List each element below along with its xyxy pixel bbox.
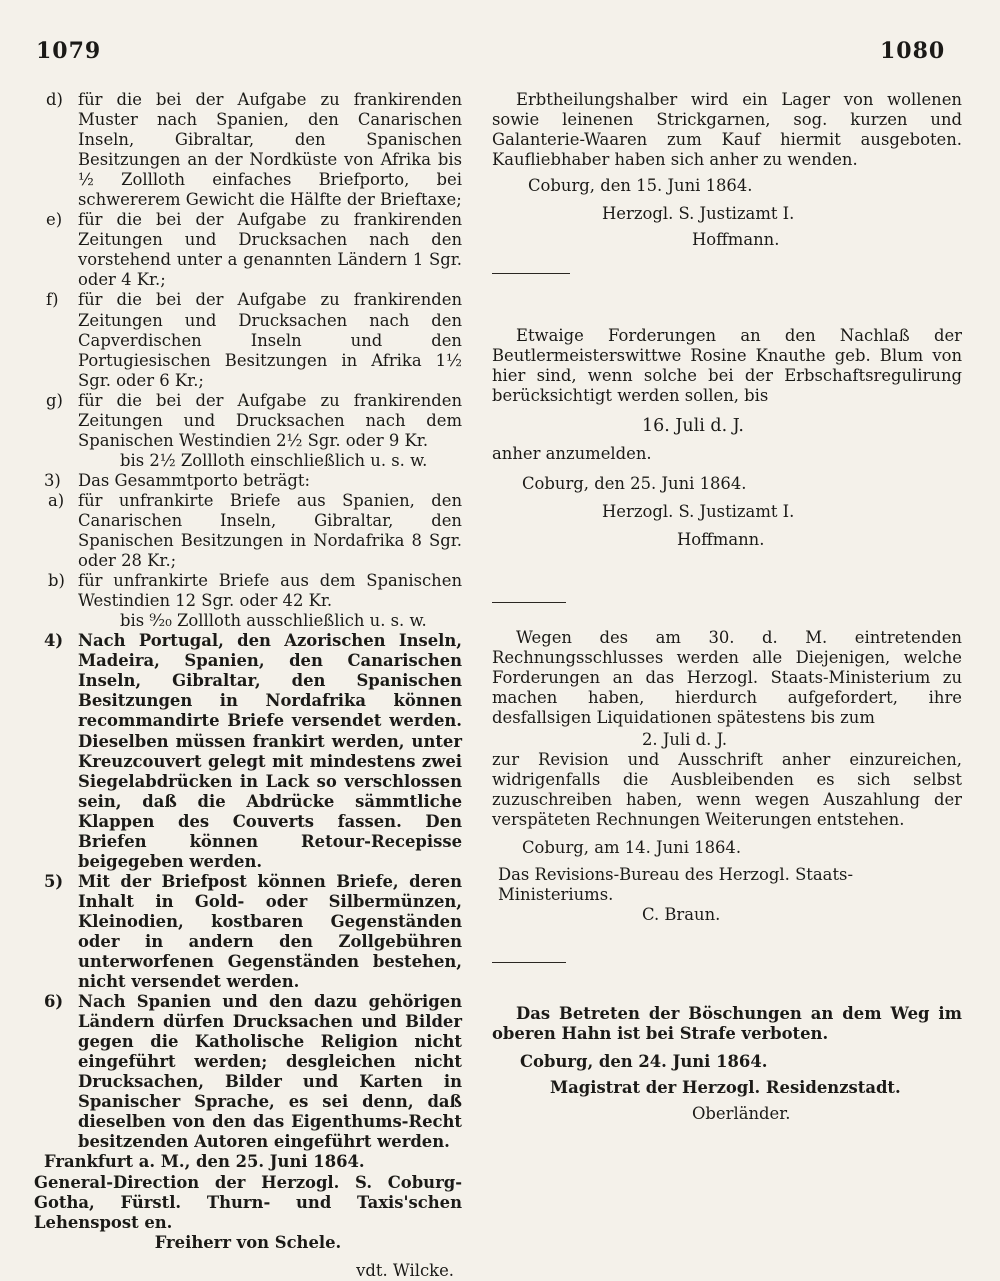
list-label: d) xyxy=(46,90,63,109)
left-column xyxy=(34,90,462,1281)
divider xyxy=(492,602,962,603)
list-item-d xyxy=(34,90,462,210)
list-label: f) xyxy=(46,290,59,310)
list-text: Nach Spanien und den dazu gehörigen Ländern dürfen Drucksachen und Bilder gegen die Katholische Religion nicht eingeführt werden; desgleichen nicht Drucksachen, Bilder und Karten in Spanischer Sprache, es sei denn, daß dieselben von den das Eigenthums-Recht besitzenden Autoren eingeführt werden. xyxy=(78,992,462,1152)
notice-office: Herzogl. S. Justizamt I. xyxy=(602,204,795,224)
notice-office: Herzogl. S. Justizamt I. xyxy=(602,502,795,522)
issuing-authority: General-Direction der Herzogl. S. Coburg-Gotha, Fürstl. Thurn- und Taxis'schen Lehenspost en. xyxy=(34,1172,462,1232)
notice-date: Coburg, am 14. Juni 1864. xyxy=(522,838,742,858)
notice-text: Wegen des am 30. d. M. eintretenden Rechnungsschlusses werden alle Diejenigen, welche Forderungen an das Herzogl. Staats-Ministerium zu machen haben, hierdurch aufgefordert, ihre desfallsigen Liquidationen spätestens bis zum xyxy=(492,628,962,728)
list-label: 4) xyxy=(44,631,64,651)
notice-signer: Hoffmann. xyxy=(677,530,765,550)
notice-tail: anher anzumelden. xyxy=(492,444,652,464)
countersign: vdt. Wilcke. xyxy=(356,1260,454,1280)
notice-date: Coburg, den 24. Juni 1864. xyxy=(520,1052,768,1072)
divider xyxy=(492,273,962,274)
list-item-3a xyxy=(34,491,462,571)
notice-1 xyxy=(492,90,962,250)
list-item-g-tail: bis 2½ Zollloth einschließlich u. s. w. xyxy=(120,450,428,470)
notice-2 xyxy=(492,326,962,550)
list-item-g xyxy=(34,391,462,451)
issue-date: Frankfurt a. M., den 25. Juni 1864. xyxy=(44,1152,365,1172)
list-text: Nach Portugal, den Azorischen Inseln, Madeira, Spanien, den Canarischen Inseln, Gibraltar, den Spanischen Besitzungen in Nordafrika können recommandirte Briefe versendet werden. Dieselben müssen frankirt werden, unter Kreuzcouvert gelegt mit mindestens zwei Siegelabdrücken in Lack so verschlossen sein, daß die Abdrücke sämmtliche Klappen des Couverts fassen. Den Briefen können Retour-Recepisse beigegeben werden. xyxy=(78,631,462,871)
list-text: Das Gesammtporto beträgt: xyxy=(78,470,311,490)
divider xyxy=(492,962,962,963)
list-label: a) xyxy=(48,490,65,510)
list-item-6 xyxy=(34,992,462,1152)
list-item-3b xyxy=(34,571,462,611)
list-label: 5) xyxy=(44,871,64,891)
list-label: b) xyxy=(48,571,65,591)
notice-text: Das Betreten der Böschungen an dem Weg im oberen Hahn ist bei Strafe verboten. xyxy=(492,1004,962,1044)
notice-deadline: 16. Juli d. J. xyxy=(642,416,744,437)
list-label: e) xyxy=(46,210,63,230)
notice-text: Etwaige Forderungen an den Nachlaß der Beutlermeisterswittwe Rosine Knauthe geb. Blum von hier sind, wenn solche bei der Erbschaftsregulirung berücksichtigt werden sollen, bis xyxy=(492,326,962,406)
list-label: g) xyxy=(46,390,63,410)
list-label: 3) xyxy=(44,470,61,490)
list-text: für die bei der Aufgabe zu frankirenden Zeitungen und Drucksachen nach den vorstehend unter a genannten Ländern 1 Sgr. oder 4 Kr.; xyxy=(78,210,462,290)
list-item-e xyxy=(34,210,462,290)
list-item-3 xyxy=(34,471,462,491)
page-number-right: 1080 xyxy=(880,38,946,64)
notice-tail: zur Revision und Ausschrift anher einzureichen, widrigenfalls die Ausbleibenden es sich selbst zuzuschreiben haben, wenn wegen Auszahlung der verspäteten Rechnungen Weiterungen entstehen. xyxy=(492,750,962,830)
notice-office: Magistrat der Herzogl. Residenzstadt. xyxy=(550,1078,901,1098)
notice-date: Coburg, den 15. Juni 1864. xyxy=(528,176,753,196)
list-label: 6) xyxy=(44,992,64,1012)
page-number-left: 1079 xyxy=(36,38,102,64)
notice-signer: Oberländer. xyxy=(692,1104,791,1124)
list-text: für die bei der Aufgabe zu frankirenden Muster nach Spanien, den Canarischen Inseln, Gibraltar, den Spanischen Besitzungen an der Nordküste von Afrika bis ½ Zollloth einfaches Briefporto, bei schwererem Gewicht die Hälfte der Brieftaxe; xyxy=(78,90,462,210)
notice-signer: Hoffmann. xyxy=(692,230,780,250)
notice-deadline: 2. Juli d. J. xyxy=(642,730,728,750)
notice-office: Das Revisions-Bureau des Herzogl. Staats-Ministeriums. xyxy=(498,864,853,904)
notice-text: Erbtheilungshalber wird ein Lager von wollenen sowie leinenen Strickgarnen, sog. kurzen und Galanterie-Waaren zum Kauf hiermit ausgeboten. Kaufliebhaber haben sich anher zu wenden. xyxy=(492,90,962,170)
list-item-5 xyxy=(34,872,462,992)
list-text: für die bei der Aufgabe zu frankirenden Zeitungen und Drucksachen nach den Capverdischen Inseln und den Portugiesischen Besitzungen in Afrika 1½ Sgr. oder 6 Kr.; xyxy=(78,290,462,390)
notice-3 xyxy=(492,628,962,925)
list-text: für unfrankirte Briefe aus Spanien, den Canarischen Inseln, Gibraltar, den Spanischen Besitzungen in Nordafrika 8 Sgr. oder 28 Kr.; xyxy=(78,490,462,571)
list-text: für unfrankirte Briefe aus dem Spanischen Westindien 12 Sgr. oder 42 Kr. xyxy=(78,571,462,611)
notice-4 xyxy=(492,1004,962,1124)
signature: Freiherr von Schele. xyxy=(154,1232,342,1252)
list-text: für die bei der Aufgabe zu frankirenden Zeitungen und Drucksachen nach dem Spanischen Westindien 2½ Sgr. oder 9 Kr. xyxy=(78,390,462,450)
list-item-3b-tail: bis ⁹⁄₂₀ Zollloth ausschließlich u. s. w. xyxy=(120,611,427,631)
list-text: Mit der Briefpost können Briefe, deren Inhalt in Gold- oder Silbermünzen, Kleinodien, kostbaren Gegenständen oder in andern den Zollgebühren unterworfenen Gegenständen bestehen, nicht versendet werden. xyxy=(78,871,462,992)
notice-date: Coburg, den 25. Juni 1864. xyxy=(522,474,747,494)
notice-signer: C. Braun. xyxy=(642,904,721,924)
list-item-4 xyxy=(34,631,462,872)
list-item-f xyxy=(34,290,462,390)
